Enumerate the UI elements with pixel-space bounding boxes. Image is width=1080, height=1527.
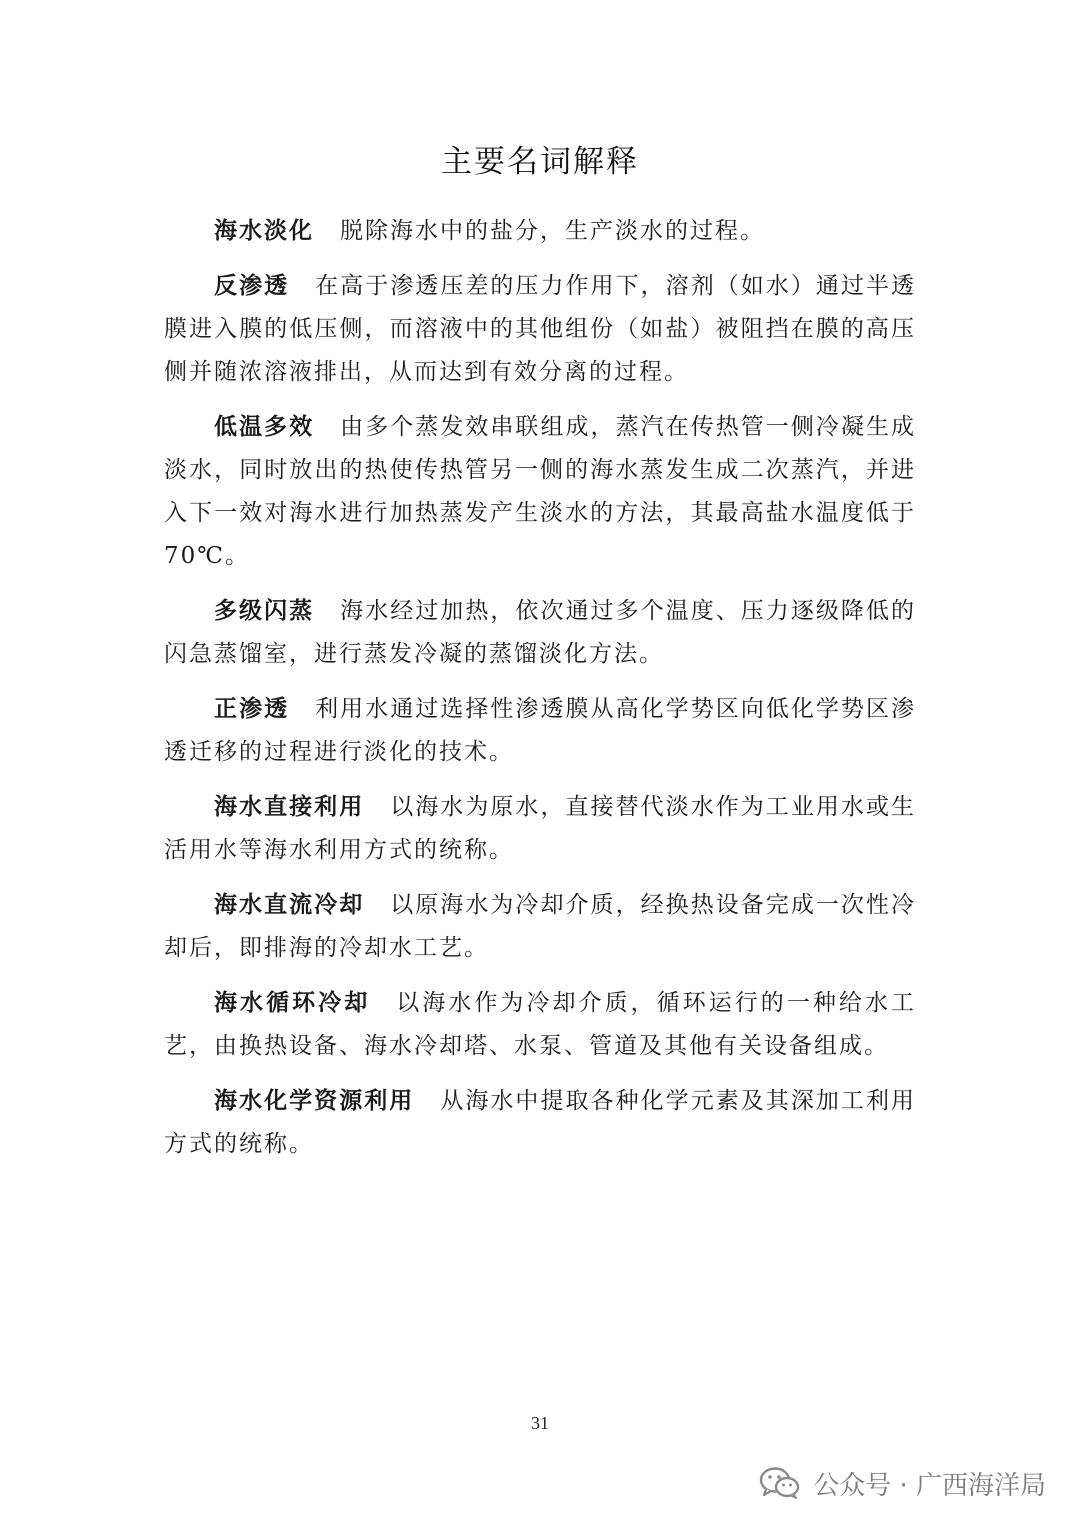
glossary-term: 海水直接利用 — [214, 794, 365, 820]
page-title: 主要名词解释 — [441, 144, 639, 180]
glossary-definition: 以海水为原水，直接替代淡水作为工业用水或生活用水等海水利用方式的统称。 — [164, 794, 917, 863]
glossary-term: 低温多效 — [214, 414, 315, 440]
glossary-entry — [164, 884, 916, 970]
glossary-definition: 在高于渗透压差的压力作用下，溶剂（如水）通过半透膜进入膜的低压侧，而溶液中的其他组份（如盐）被阻挡在膜的高压侧并随浓溶液排出，从而达到有效分离的过程。 — [164, 273, 917, 385]
wechat-icon — [759, 1466, 801, 1500]
glossary-entry — [164, 265, 916, 394]
watermark-text: 公众号 · 广西海洋局 — [813, 1470, 1046, 1501]
glossary-term: 反渗透 — [214, 273, 290, 299]
glossary-entry — [164, 982, 916, 1068]
glossary-term: 海水循环冷却 — [214, 990, 371, 1016]
glossary-term: 海水化学资源利用 — [214, 1088, 415, 1114]
glossary-entry — [164, 1080, 916, 1166]
glossary-definition: 以海水作为冷却介质，循环运行的一种给水工艺，由换热设备、海水冷却塔、水泵、管道及其他有关设备组成。 — [164, 990, 917, 1059]
glossary-definition: 脱除海水中的盐分，生产淡水的过程。 — [340, 218, 765, 244]
glossary-definition: 海水经过加热，依次通过多个温度、压力逐级降低的闪急蒸馏室，进行蒸发冷凝的蒸馏淡化方法。 — [164, 598, 917, 667]
glossary-definition: 利用水通过选择性渗透膜从高化学势区向低化学势区渗透迁移的过程进行淡化的技术。 — [164, 696, 917, 765]
glossary-entry — [164, 688, 916, 774]
glossary-list — [164, 210, 916, 1178]
glossary-term: 海水直流冷却 — [214, 892, 365, 918]
glossary-definition: 由多个蒸发效串联组成，蒸汽在传热管一侧冷凝生成淡水，同时放出的热使传热管另一侧的海水蒸发生成二次蒸汽，并进入下一效对海水进行加热蒸发产生淡水的方法，其最高盐水温度低于70℃。 — [164, 414, 917, 569]
glossary-term: 多级闪蒸 — [214, 598, 315, 624]
glossary-entry — [164, 590, 916, 676]
glossary-entry — [164, 406, 916, 578]
glossary-entry — [164, 210, 916, 253]
glossary-definition: 从海水中提取各种化学元素及其深加工利用方式的统称。 — [164, 1088, 917, 1157]
glossary-term: 海水淡化 — [214, 218, 314, 244]
glossary-term: 正渗透 — [214, 696, 290, 722]
glossary-entry — [164, 786, 916, 872]
page-number: 31 — [531, 1413, 549, 1433]
glossary-definition: 以原海水为冷却介质，经换热设备完成一次性冷却后，即排海的冷却水工艺。 — [164, 892, 917, 961]
watermark — [759, 1458, 1046, 1508]
